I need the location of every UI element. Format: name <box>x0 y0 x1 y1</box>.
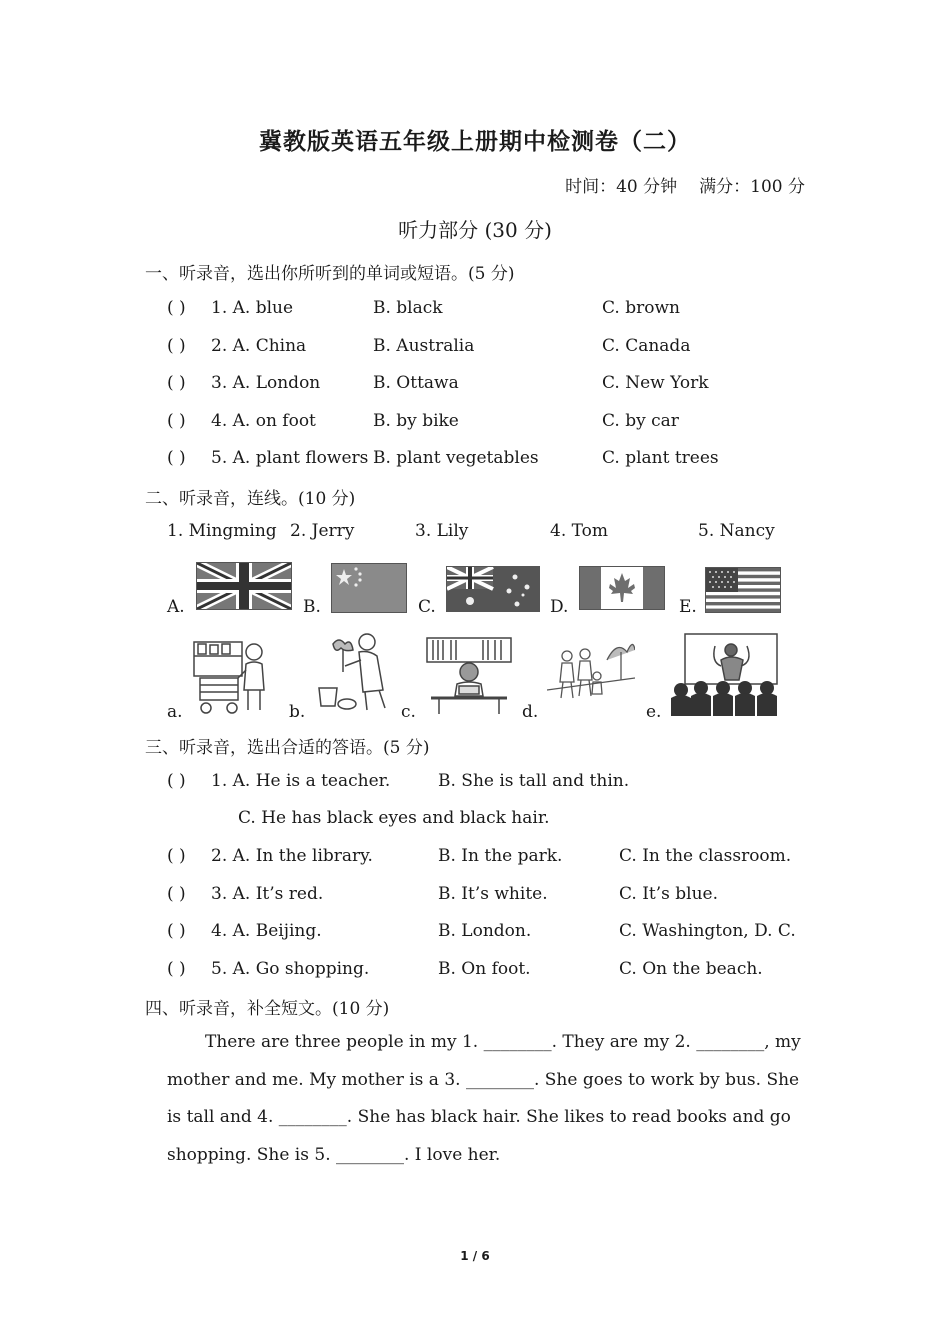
option-b: B. plant vegetables <box>373 448 539 468</box>
option-b: B. She is tall and thin. <box>438 771 630 791</box>
flag-letter: E. <box>679 597 697 617</box>
section4-heading: 四、听录音，补全短文。(10 分) <box>145 999 390 1019</box>
option-b: B. by bike <box>373 410 459 431</box>
page-number: 1 / 6 <box>460 1249 490 1263</box>
name-item: 3. Lily <box>415 521 469 541</box>
time-info <box>565 172 805 197</box>
uk-flag <box>196 562 292 610</box>
flag-letter: A. <box>167 597 185 617</box>
option-a: 3. A. It’s red. <box>211 883 324 904</box>
australia-flag <box>446 566 540 612</box>
option-a: 5. A. Go shopping. <box>211 958 370 979</box>
answer-blank[interactable]: ( ) <box>167 846 186 866</box>
option-c: C. In the classroom. <box>619 846 792 866</box>
option-a: 3. A. London <box>211 373 321 393</box>
option-a: 4. A. Beijing. <box>211 921 322 941</box>
flag-letter: D. <box>550 597 569 617</box>
answer-blank[interactable]: ( ) <box>167 448 186 468</box>
full-score: 满分：100 分 <box>699 177 805 197</box>
option-c: C. by car <box>602 410 679 431</box>
cloze-text: There are three people in my 1. ________. They are my 2. ________, my mother and me. My mother is a 3. ________. She goes to work by bus. She is tall and 4. ________. She has black hair. She likes to read books and go shopping. She is 5. ________. I love her. <box>167 1032 801 1165</box>
usa-flag <box>705 567 781 613</box>
option-b: B. London. <box>438 921 532 941</box>
option-c: C. He has black eyes and black hair. <box>238 808 550 828</box>
answer-blank[interactable]: ( ) <box>167 771 186 791</box>
picture-letter: a. <box>167 702 183 722</box>
listening-part-title: 听力部分 (30 分) <box>398 218 552 242</box>
option-a: 5. A. plant flowers <box>211 448 369 468</box>
name-item: 1. Mingming <box>167 521 277 541</box>
name-item: 4. Tom <box>550 521 608 541</box>
name-item: 5. Nancy <box>698 521 775 541</box>
china-flag <box>331 563 407 613</box>
option-a: 1. A. blue <box>211 298 294 318</box>
answer-blank[interactable]: ( ) <box>167 335 186 356</box>
flag-letter: B. <box>303 597 321 617</box>
canada-flag <box>579 566 665 610</box>
option-a: 4. A. on foot <box>211 410 316 431</box>
option-b: B. black <box>373 298 443 318</box>
option-a: 2. A. In the library. <box>211 846 373 866</box>
option-c: C. Washington, D. C. <box>619 921 796 941</box>
exam-title: 冀教版英语五年级上册期中检测卷（二） <box>259 129 691 155</box>
option-a: 2. A. China <box>211 335 307 356</box>
option-c: C. On the beach. <box>619 958 763 979</box>
option-c: C. Canada <box>602 335 691 356</box>
picture-letter: d. <box>522 702 539 722</box>
answer-blank[interactable]: ( ) <box>167 298 186 318</box>
name-item: 2. Jerry <box>290 521 355 541</box>
picture-letter: e. <box>646 702 662 722</box>
answer-blank[interactable]: ( ) <box>167 410 186 431</box>
option-b: B. In the park. <box>438 846 563 866</box>
answer-blank[interactable]: ( ) <box>167 373 186 393</box>
option-c: C. It’s blue. <box>619 883 719 904</box>
picture-letter: c. <box>401 702 416 722</box>
time-limit: 时间：40 分钟 <box>565 177 678 197</box>
cinema-picture <box>671 632 789 716</box>
option-b: B. Australia <box>373 335 475 356</box>
section3-heading: 三、听录音，选出合适的答语。(5 分) <box>145 738 430 758</box>
shopping-picture <box>192 638 274 716</box>
option-a: 1. A. He is a teacher. <box>211 771 391 791</box>
cloze-passage <box>167 1024 807 1174</box>
option-b: B. On foot. <box>438 958 531 979</box>
answer-blank[interactable]: ( ) <box>167 921 186 941</box>
reading-picture <box>425 636 513 716</box>
picture-letter: b. <box>289 702 306 722</box>
walking-picture <box>547 630 635 710</box>
section2-heading: 二、听录音，连线。(10 分) <box>145 489 356 509</box>
answer-blank[interactable]: ( ) <box>167 883 186 904</box>
option-b: B. Ottawa <box>373 373 459 393</box>
option-c: C. brown <box>602 298 680 318</box>
option-b: B. It’s white. <box>438 883 548 904</box>
flag-letter: C. <box>418 597 436 617</box>
section1-heading: 一、听录音，选出你所听到的单词或短语。(5 分) <box>145 264 515 284</box>
planting-picture <box>315 630 393 714</box>
option-c: C. plant trees <box>602 448 719 468</box>
option-c: C. New York <box>602 373 709 393</box>
answer-blank[interactable]: ( ) <box>167 958 186 979</box>
